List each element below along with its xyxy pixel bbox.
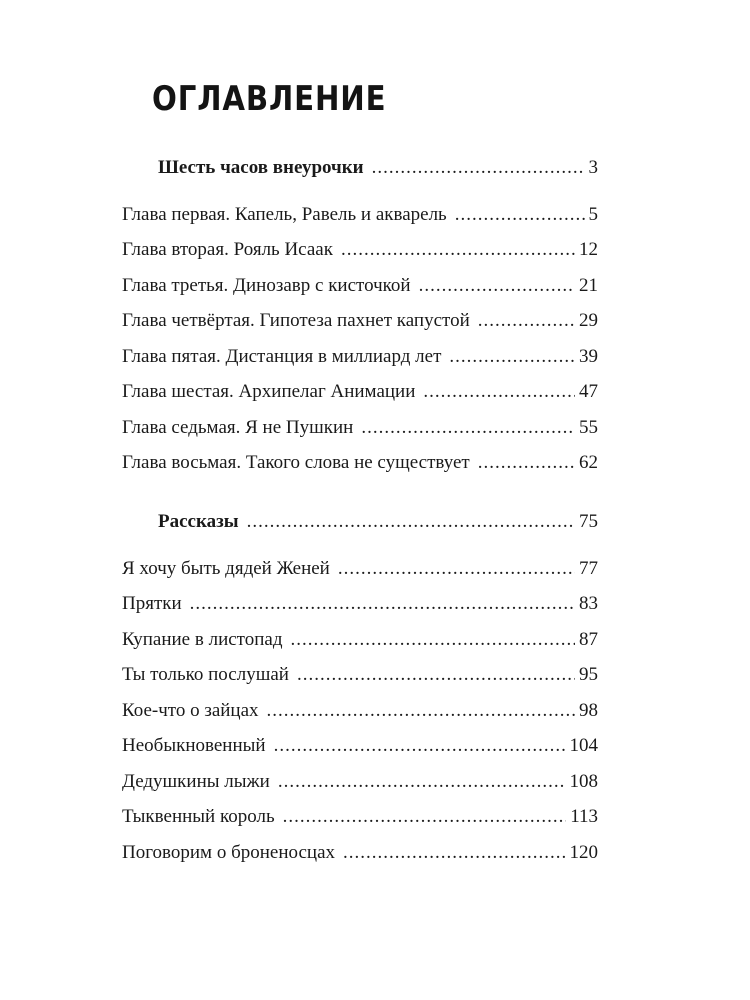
toc-entry-title: Рассказы <box>158 511 239 532</box>
dot-leader <box>361 416 575 440</box>
toc-entry-title: Шесть часов внеурочки <box>158 157 364 178</box>
toc-page-number: 75 <box>579 511 598 532</box>
toc-page-number: 21 <box>579 275 598 296</box>
toc-row[interactable] <box>122 557 598 581</box>
dot-leader <box>372 156 585 180</box>
toc-row[interactable] <box>122 380 598 404</box>
toc-entry-title: Глава восьмая. Такого слова не существует <box>122 452 470 473</box>
dot-leader <box>455 203 585 227</box>
dot-leader <box>478 451 575 475</box>
toc-page-number: 39 <box>579 346 598 367</box>
toc-entry-title: Я хочу быть дядей Женей <box>122 558 330 579</box>
toc-row[interactable] <box>122 309 598 333</box>
page-title: ОГЛАВЛЕНИЕ <box>152 79 387 119</box>
toc-row[interactable] <box>122 628 598 652</box>
dot-leader <box>423 380 575 404</box>
toc-entry-title: Купание в листопад <box>122 629 283 650</box>
toc-page-number: 3 <box>588 157 598 178</box>
toc-page-number: 87 <box>579 629 598 650</box>
dot-leader <box>297 663 575 687</box>
toc-page-number: 120 <box>569 842 598 863</box>
toc-page-number: 47 <box>579 381 598 402</box>
toc-entry-title: Тыквенный король <box>122 806 275 827</box>
dot-leader <box>449 345 575 369</box>
toc-row[interactable] <box>122 416 598 440</box>
dot-leader <box>247 510 575 534</box>
dot-leader <box>341 238 575 262</box>
toc-row[interactable] <box>122 805 598 829</box>
toc-row[interactable] <box>122 203 598 227</box>
dot-leader <box>291 628 576 652</box>
toc-page-number: 104 <box>569 735 598 756</box>
toc-entry-title: Глава первая. Капель, Равель и акварель <box>122 204 447 225</box>
dot-leader <box>283 805 567 829</box>
toc-entry-title: Ты только послушай <box>122 664 289 685</box>
toc-entry-title: Глава седьмая. Я не Пушкин <box>122 417 354 438</box>
toc-row[interactable] <box>122 345 598 369</box>
toc-section-row[interactable] <box>158 510 598 534</box>
toc-entry-title: Глава шестая. Архипелаг Анимации <box>122 381 416 402</box>
toc-entry-title: Глава третья. Динозавр с кисточкой <box>122 275 411 296</box>
dot-leader <box>478 309 575 333</box>
toc-page-number: 108 <box>569 771 598 792</box>
toc-entry-title: Необыкновенный <box>122 735 266 756</box>
toc-row[interactable] <box>122 238 598 262</box>
toc-row[interactable] <box>122 592 598 616</box>
dot-leader <box>278 770 566 794</box>
dot-leader <box>190 592 575 616</box>
toc-page-number: 62 <box>579 452 598 473</box>
toc-row[interactable] <box>122 770 598 794</box>
toc-entry-title: Глава четвёртая. Гипотеза пахнет капустой <box>122 310 470 331</box>
toc-page-number: 29 <box>579 310 598 331</box>
dot-leader <box>419 274 575 298</box>
toc-entry-title: Дедушкины лыжи <box>122 771 270 792</box>
toc-entry-title: Глава вторая. Рояль Исаак <box>122 239 333 260</box>
dot-leader <box>274 734 566 758</box>
toc-row[interactable] <box>122 451 598 475</box>
dot-leader <box>343 841 565 865</box>
toc-page-number: 95 <box>579 664 598 685</box>
toc-row[interactable] <box>122 663 598 687</box>
toc-page-number: 98 <box>579 700 598 721</box>
toc-page-number: 113 <box>570 806 598 827</box>
toc-page-number: 77 <box>579 558 598 579</box>
dot-leader <box>338 557 575 581</box>
toc-page-number: 55 <box>579 417 598 438</box>
toc-entry-title: Поговорим о броненосцах <box>122 842 336 863</box>
toc-page-number: 83 <box>579 593 598 614</box>
toc-row[interactable] <box>122 841 598 865</box>
toc-row[interactable] <box>122 274 598 298</box>
toc-page-number: 12 <box>579 239 598 260</box>
toc-row[interactable] <box>122 734 598 758</box>
toc-section-row[interactable] <box>158 156 598 180</box>
toc-entry-title: Прятки <box>122 593 182 614</box>
toc-entry-title: Кое-что о зайцах <box>122 700 259 721</box>
dot-leader <box>267 699 575 723</box>
toc-row[interactable] <box>122 699 598 723</box>
toc-page-number: 5 <box>588 204 598 225</box>
toc-entry-title: Глава пятая. Дистанция в миллиард лет <box>122 346 442 367</box>
